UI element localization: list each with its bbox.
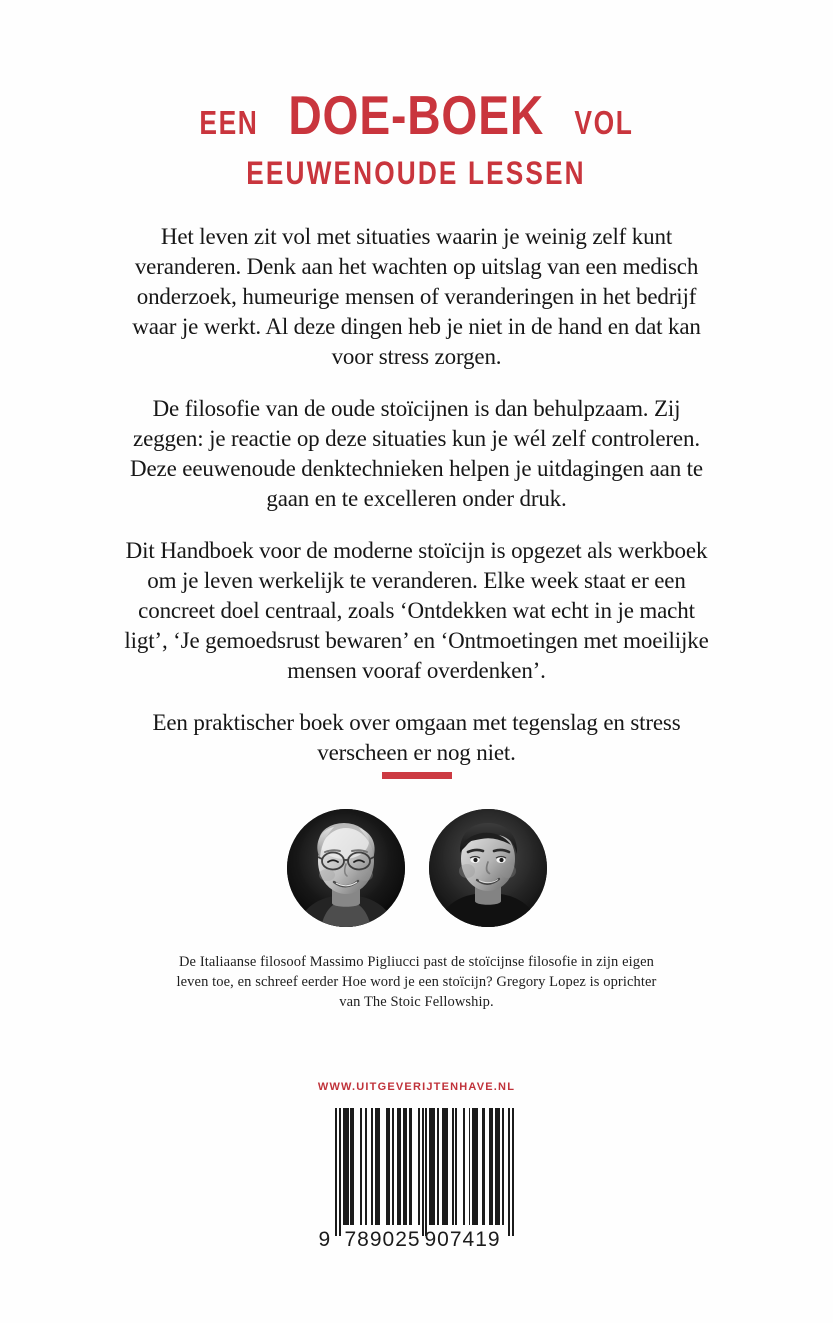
barcode-bar (392, 1108, 394, 1225)
headline-word-een: EEN (199, 104, 259, 141)
barcode-bar (410, 1108, 412, 1225)
barcode-bar (371, 1108, 373, 1225)
barcode-bar (422, 1108, 424, 1236)
blurb-paragraph-1: Het leven zit vol met situaties waarin je weinig zelf kunt veranderen. Denk aan het wachten op uitslag van een medisch onderzoek, humeurige mensen of veranderingen in het bedrijf waar je werkt. Al deze dingen heb je niet in de hand en dat kan voor stress zorgen. (132, 224, 701, 369)
isbn-barcode (319, 1108, 515, 1250)
barcode-group-1: 789025 (344, 1228, 421, 1251)
barcode-bar (418, 1108, 420, 1225)
barcode-bar (469, 1108, 471, 1225)
barcode-bar (446, 1108, 448, 1225)
massimo-pigliucci-portrait (287, 809, 405, 927)
barcode-bar (476, 1108, 478, 1225)
barcode-bar (360, 1108, 362, 1225)
barcode-group-2: 907419 (424, 1228, 501, 1251)
barcode-bar (425, 1108, 427, 1236)
barcode-bar (339, 1108, 341, 1236)
barcode-bar (347, 1108, 349, 1225)
barcode-bar (352, 1108, 354, 1225)
barcode-bar (499, 1108, 501, 1225)
barcode-bar (452, 1108, 454, 1225)
barcode-bar (399, 1108, 401, 1225)
author-bio-text: De Italiaanse filosoof Massimo Pigliucci past de stoïcijnse filosofie in zijn eigen leven toe, en schreef eerder Hoe word je een stoïcijn? Gregory Lopez is oprichter van The Stoic Fellowship. (176, 954, 657, 1010)
barcode-bar (512, 1108, 514, 1236)
publisher-url[interactable]: WWW.UITGEVERIJTENHAVE.NL (317, 1081, 516, 1093)
headline-line-1 (0, 84, 833, 146)
headline-word-doe-boek: DOE-BOEK (288, 84, 545, 146)
gregory-lopez-portrait (429, 809, 547, 927)
blurb-paragraph-3: Dit Handboek voor de moderne stoïcijn is opgezet als werkboek om je leven werkelijk te veranderen. Elke week staat er een concreet doel centraal, zoals ‘Ontdekken wat echt in je macht ligt’, ‘Je gemoedsrust bewaren’ en ‘Ontmoetingen met moeilijke mensen vooraf overdenken’. (124, 538, 709, 683)
headline-line-2 (0, 157, 833, 189)
barcode-digits (319, 1228, 515, 1250)
barcode-bar (365, 1108, 367, 1225)
barcode-bar (437, 1108, 439, 1225)
headline-word-vol: VOL (574, 104, 634, 141)
barcode-lead-digit: 9 (318, 1228, 332, 1251)
barcode-bar (335, 1108, 337, 1236)
barcode-bar (463, 1108, 465, 1225)
headline-subtitle-text: EEUWENOUDE LESSEN (246, 155, 587, 191)
barcode-bar (379, 1108, 381, 1225)
barcode-bar (508, 1108, 510, 1236)
barcode-bar (455, 1108, 457, 1225)
barcode-bars (319, 1108, 515, 1236)
barcode-bar (491, 1108, 493, 1225)
barcode-bar (388, 1108, 390, 1225)
blurb-paragraph-2: De filosofie van de oude stoïcijnen is dan behulpzaam. Zij zeggen: je reactie op deze situaties kun je wél zelf controleren. Deze eeuwenoude denktechnieken helpen je uitdagingen aan te gaan en te excelleren onder druk. (130, 396, 703, 511)
barcode-bar (405, 1108, 407, 1225)
cover-headline (0, 84, 833, 191)
author-photo-group (287, 808, 547, 928)
blurb-paragraph-4: Een praktischer boek over omgaan met tegenslag en stress verscheen er nog niet. (152, 710, 681, 765)
barcode-bar (484, 1108, 486, 1225)
blurb-text-block (117, 222, 717, 768)
red-divider-rule (382, 772, 452, 779)
barcode-bar (433, 1108, 435, 1225)
barcode-bar (502, 1108, 504, 1225)
